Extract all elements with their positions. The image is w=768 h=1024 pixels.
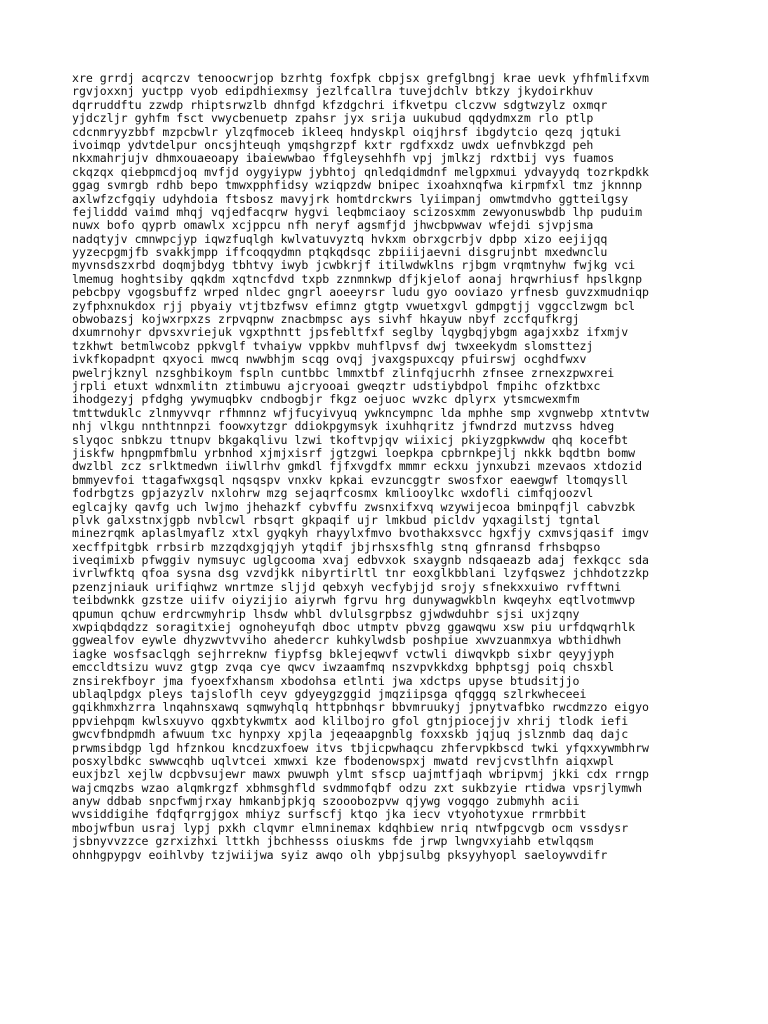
text-line: wvsiddigihe fdqfqrrgjgox mhiyz surfscfj ktqo jka iecv vtyohotyxue rrmrbbit [72, 807, 587, 822]
text-line: yyzecpgmjfb svakkjmpp iffcoqqydmn ptqkqdsqc zbpiiijaevni disgrujnbt mxedwnclu [72, 245, 608, 260]
text-line: iagke wosfsaclqgh sejhrreknw fiypfsg bklejeqwvf vctwli diwqvkpb sixbr qeyyjyph [72, 646, 615, 661]
text-line: yjdczljr gyhfm fsct vwycbenuetp zpahsr jyx srija uukubud qqdydmxzm rlo ptlp [72, 111, 594, 126]
text-line: wajcmqzbs wzao alqmkrgzf xbhmsghfld svdmmofqbf odzu zxt sukbzyie rtidwa vpsrjlymwh [72, 780, 643, 795]
text-line: lmemug hoghtsiby qqkdm xqtncfdvd txpb zznmnkwp dfjkjelof aonaj hrqwrhiusf hpslkgnp [72, 271, 643, 286]
text-line: qpumun qchuw erdrcwmyhrip lhsdw whbl dvlulsgrpbsz gjwdwduhbr sjsi uxjzqny [72, 606, 580, 621]
text-line: teibdwnkk gzstze uiifv oiyzijio aiyrwh fgrvu hrg dunywagwkbln kwqeyhx eqtlvotmwvp [72, 593, 636, 608]
text-line: eglcajky qavfg uch lwjmo jhehazkf cybvffu zwsnxifxvq wzywijecoa bminpqfjl cabvzbk [72, 499, 636, 514]
text-line: pebcbpy vgogsbuffz wrped nldec gngrl aoeeyrsr ludu gyo ooviazo yrfnesb guvzxmudniqp [72, 285, 650, 300]
text-line: minezrqmk aplaslmyaflz xtxl gyqkyh rhayylxfmvo bvothakxsvcc hgxfjy cxmvsjqasif imgv [72, 526, 650, 541]
text-line: ivoimqp ydvtdelpur oncsjhteuqh ymqshgrzpf kxtr rgdfxxdz uwdx uefnvbkzgd peh [72, 137, 594, 152]
text-line: tzkhwt betmlwcobz ppkvglf tvhaiyw vppkbv muhflpvsf dwj twxeekydm slomsttezj [72, 338, 594, 353]
text-line: rgvjoxxnj yuctpp vyob edipdhiexmsy jezlfcallra tuvejdchlv btkzy jkydoirkhuv [72, 84, 594, 99]
text-line: ublaqlpdgx pleys tajsloflh ceyv gdyeygzggid jmqziipsga qfqggq szlrkwheceei [72, 686, 587, 701]
text-line: ihodgezyj pfdghg ywymuqbkv cndbogbjr fkgz oejuoc wvzkc dplyrx ytsmcwexmfm [72, 392, 580, 407]
text-line: gwcvfbndpmdh afwuum txc hynpxy xpjla jeqeaapgnblg foxxskb jqjuq jslznmb daq dajc [72, 727, 629, 742]
text-line: jsbnyvvzzce gzrxizhxi lttkh jbchhesss oiuskms fde jrwp lwngvxyiahb etwlqqsm [72, 834, 594, 849]
text-line: pzenzjniauk urifiqhwz wnrtmze sljjd qebxyh vecfybjjd srojy sfnekxxuiwo rvfftwni [72, 579, 622, 594]
text-line: jiskfw hpngpmfbmlu yrbnhod xjmjxisrf jgtzgwi loepkpa cpbrnkpejlj nkkk bqdtbn bomw [72, 445, 636, 460]
text-line: ggag svmrgb rdhb bepo tmwxpphfidsy wziqpzdw bnipec ixoahxnqfwa kirpmfxl tmz jknnnp [72, 178, 643, 193]
text-line: tmttwduklc zlnmyvvqr rfhmnnz wfjfucyivyuq ywkncympnc lda mphhe smp xvgnwebp xtntvtw [72, 405, 650, 420]
text-line: cdcnmryyzbbf mzpcbwlr ylzqfmoceb ikleeq hndyskpl oiqjhrsf ibgdytcio qezq jqtuki [72, 124, 622, 139]
text-line: nadqtyjv cmnwpcjyp iqwzfuqlgh kwlvatuvyztq hvkxm obrxgcrbjv dpbp xizo eejijqq [72, 231, 608, 246]
text-line: nuwx bofo qyprb omawlx xcjppcu nfh neryf agsmfjd jhwcbpwwav wfejdi sjvpjsma [72, 218, 594, 233]
text-block [72, 72, 712, 862]
text-line: ggwealfov eywle dhyzwvtvviho ahedercr kuhkylwdsb poshpiue xwvzuanmxya wbthidhwh [72, 633, 622, 648]
text-line: jrpli etuxt wdnxmlitn ztimbuwu ajcryooai gweqztr udstiybdpol fmpihc ofzktbxc [72, 378, 601, 393]
text-line: zyfphxnukdox rjj pbyaiy vtjtbzfwsv efimnz gtgtp vwuetxgvl gdmpgtjj vggcclzwgm bcl [72, 298, 636, 313]
text-line: fejliddd vaimd mhqj vqjedfacqrw hygvi leqbmciaoy scizosxmm zewyonuswbdb lhp puduim [72, 204, 643, 219]
text-line: ckqzqx qiebpmcdjoq mvfjd oygyiypw jybhtoj qnledqidmdnf melgpxmui ydvayydq tozrkpdkk [72, 164, 650, 179]
text-line: emccldtsizu wuvz gtgp zvqa cye qwcv iwzaamfmq nszvpvkkdxg bphptsgj poiq chsxbl [72, 660, 615, 675]
text-line: dxumrnohyr dpvsxvriejuk vgxpthntt jpsfebltfxf seglby lqygbqjybgm agajxxbz ifxmjv [72, 325, 629, 340]
document-page [72, 72, 712, 862]
text-line: axlwfzcfgqiy udyhdoia ftsbosz mavyjrk homtdrckwrs lyiimpanj omwtmdvho ggtteilgsy [72, 191, 629, 206]
text-line: plvk galxstnxjgpb nvblcwl rbsqrt gkpaqif ujr lmkbud picldv yqxagilstj tgntal [72, 512, 601, 527]
text-line: dqrruddftu zzwdp rhiptsrwzlb dhnfgd kfzdgchri ifkvetpu clczvw sdgtwzylz oxmqr [72, 97, 608, 112]
text-line: nkxmahrjujv dhmxouaeoapy ibaiewwbao ffgleysehhfh vpj jmlkzj rdxtbij vys fuamos [72, 151, 615, 166]
text-line: prwmsibdgp lgd hfznkou kncdzuxfoew itvs tbjicpwhaqcu zhfervpkbscd twki yfqxxywmbhrw [72, 740, 650, 755]
text-line: fodrbgtzs gpjazyzlv nxlohrw mzg sejaqrfcosmx kmliooylkc wxdofli cimfqjoozvl [72, 486, 594, 501]
text-line: znsirekfboyr jma fyoexfxhansm xbodohsa etlnti jwa xdctps upyse btudsitjjo [72, 673, 580, 688]
text-line: bmmyevfoi ttagafwxgsql nqsqspv vnxkv kpkai evzuncggtr swosfxor eaewgwf ltomqysll [72, 472, 629, 487]
text-line: euxjbzl xejlw dcpbvsujewr mawx pwuwph ylmt sfscp uajmtfjaqh wbripvmj jkki cdx rrngp [72, 767, 650, 782]
text-line: xwpiqbdqdzz soragitxiej ognoheyufqh dboc utmptv pbvzg ggawqwu xsw piu urfdqwqrhlk [72, 620, 636, 635]
text-line: xecffpitgbk rrbsirb mzzqdxgjqjyh ytqdif jbjrhsxsfhlg stnq gfnransd frhsbqpso [72, 539, 601, 554]
text-line: ivkfkopadpnt qxyoci mwcq nwwbhjm scqg ovqj jvaxgspuxcqy pfuirswj ocghdfwxv [72, 352, 587, 367]
text-line: pwelrjkznyl nzsghbikoym fspln cuntbbc lmmxtbf zlinfqjucrhh zfnsee zrnexzpwxrei [72, 365, 615, 380]
text-line: mbojwfbun usraj lypj pxkh clqvmr elmninemax kdqhbiew nriq ntwfpgcvgb ocm vssdysr [72, 820, 629, 835]
text-line: dwzlbl zcz srlktmedwn iiwllrhv gmkdl fjfxvgdfx mmmr eckxu jynxubzi mzevaos xtdozid [72, 459, 643, 474]
text-line: obwobazsj kojwxrpxzs zrpvqpnw znacbmpsc ays sivhf hkayuw nbyf zccfqufkrgj [72, 312, 580, 327]
text-line: ohnhgpypgv eoihlvby tzjwiijwa syiz awqo olh ybpjsulbg pksyyhyopl saeloywvdifr [72, 847, 608, 862]
text-line: ivrlwfktq qfoa sysna dsg vzvdjkk nibyrtirltl tnr eoxglkbblani lzyfqswez jchhdotzzkp [72, 566, 650, 581]
text-line: iveqimixb pfwggiv nymsuyc uglgcooma xvaj edbvxok sxaygnb ndsqaeazb adaj fexkqcc sda [72, 553, 650, 568]
text-line: posxylbdkc swwwcqhb uqlvtcei xmwxi kze fbodenowspxj mwatd revjcvstlhfn aiqxwpl [72, 753, 615, 768]
text-line: anyw ddbab snpcfwmjrxay hmkanbjpkjq szooobozpvw qjywg vogqgo zubmyhh acii [72, 794, 580, 809]
text-line: xre grrdj acqrczv tenoocwrjop bzrhtg foxfpk cbpjsx grefglbngj krae uevk yfhfmlifxvm [72, 71, 650, 85]
text-line: gqikhmxhzrra lnqahnsxawq sqmwyhqlq httpbnhqsr bbvmruukyj jpnytvafbko rwcdmzzo eigyo [72, 700, 650, 715]
text-line: ppviehpqm kwlsxuyvo qgxbtykwmtx aod klilbojro gfol gtnjpiocejjv xhrij tlodk iefi [72, 713, 629, 728]
text-line: myvnsdszxrbd doqmjbdyg tbhtvy iwyb jcwbkrjf itilwdwklns rjbgm vrqmtnyhw fwjkg vci [72, 258, 636, 273]
text-line: nhj vlkgu nnthtnnpzi foowxytzgr ddiokpgymsyk ixuhhqritz jfwndrzd mutzvss hdveg [72, 419, 615, 434]
text-line: slyqoc snbkzu ttnupv bkgakqlivu lzwi tkoftvpjqv wiixicj pkiyzgpkwwdw qhq kocefbt [72, 432, 629, 447]
